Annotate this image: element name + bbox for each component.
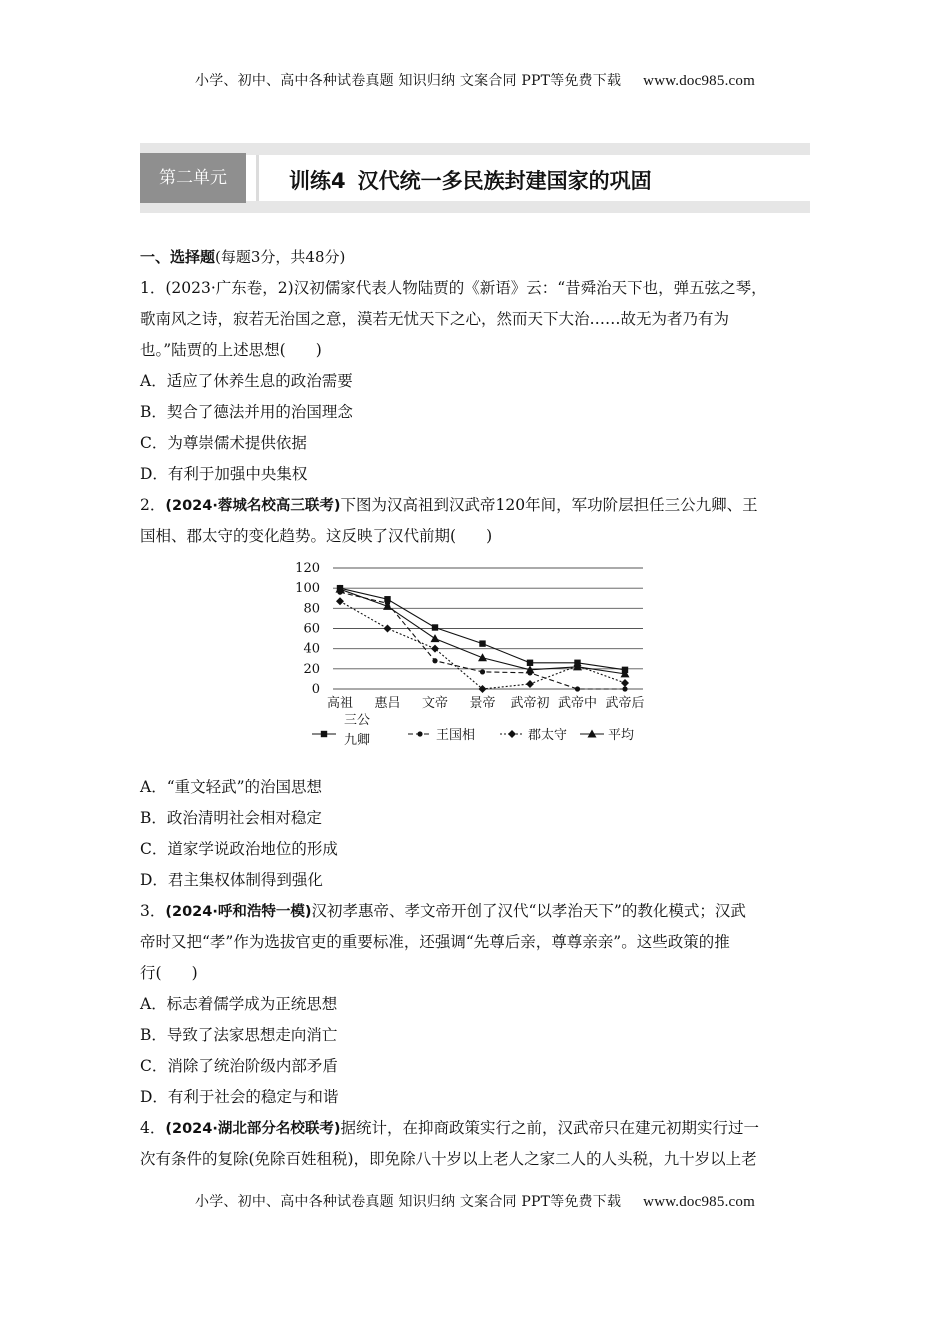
question-stem: 下图为汉高祖到汉武帝120年间，军功阶层担任三公九卿、王 xyxy=(340,496,758,514)
option-d: D．有利于加强中央集权 xyxy=(140,465,308,483)
data-point xyxy=(336,597,344,605)
question-stem: 国相、郡太守的变化趋势。这反映了汉代前期( xyxy=(140,527,457,545)
x-tick-label: 武帝初 xyxy=(510,696,550,711)
option-a: A．“重文轻武”的治国思想 xyxy=(140,778,323,796)
question-4-line-1 xyxy=(140,1113,810,1144)
x-tick-label: 景帝 xyxy=(469,696,496,711)
question-stem: 行( xyxy=(140,964,162,982)
footer-text: 小学、初中、高中各种试卷真题 知识归纳 文案合同 PPT等免费下载 xyxy=(195,1194,622,1210)
y-tick-label: 120 xyxy=(295,561,320,576)
data-point xyxy=(622,686,627,691)
data-point xyxy=(431,645,439,653)
page-footer xyxy=(0,1191,950,1211)
question-number: 1． xyxy=(140,279,166,297)
data-point xyxy=(383,602,392,610)
question-stem: 也。”陆贾的上述思想( xyxy=(140,341,286,359)
header-text: 小学、初中、高中各种试卷真题 知识归纳 文案合同 PPT等免费下载 xyxy=(195,73,622,89)
question-source: (2023·广东卷，2) xyxy=(165,279,294,297)
option-b: B．政治清明社会相对稳定 xyxy=(140,809,322,827)
legend-marker xyxy=(321,731,327,737)
option-c: C．为尊崇儒术提供依据 xyxy=(140,434,307,452)
question-paren: ) xyxy=(191,964,198,982)
question-stem: 汉初孝惠帝、孝文帝开创了汉代“以孝治天下”的教化模式；汉武 xyxy=(311,902,746,920)
data-point xyxy=(480,669,485,674)
data-point xyxy=(621,679,629,687)
x-tick-label: 高祖 xyxy=(326,696,354,711)
y-tick-label: 40 xyxy=(303,641,320,657)
x-tick-label: 武帝中 xyxy=(557,696,598,711)
chart-svg xyxy=(140,552,810,772)
question-4-line-2: 次有条件的复除(免除百姓租税)，即免除八十岁以上老人之家二人的人头税，九十岁以上老 xyxy=(140,1150,757,1168)
page-title xyxy=(289,165,652,195)
question-source: (2024·呼和浩特一模) xyxy=(165,904,312,920)
option-c: C．道家学说政治地位的形成 xyxy=(140,840,338,858)
legend-label: 平均 xyxy=(608,728,635,743)
footer-url[interactable]: www.doc985.com xyxy=(643,1194,755,1210)
section-note: (每题3分，共48分) xyxy=(215,248,346,266)
data-point xyxy=(431,634,440,642)
data-point xyxy=(526,680,534,688)
option-b: B．契合了德法并用的治国理念 xyxy=(140,403,353,421)
unit-label: 第二单元 xyxy=(140,153,246,203)
y-tick-label: 80 xyxy=(303,601,320,617)
option-a: A．标志着儒学成为正统思想 xyxy=(140,995,338,1013)
question-content xyxy=(140,242,810,1175)
legend-label: 郡太守 xyxy=(528,728,568,743)
question-source: (2024·湖北部分名校联考) xyxy=(165,1121,341,1137)
x-tick-label: 惠吕 xyxy=(374,696,401,711)
y-tick-label: 100 xyxy=(295,581,320,597)
title-box xyxy=(256,155,810,201)
y-tick-label: 60 xyxy=(303,621,320,637)
legend-marker xyxy=(508,730,516,738)
line-chart xyxy=(140,552,810,772)
option-d: D．君主集权体制得到强化 xyxy=(140,871,323,889)
data-point xyxy=(384,625,392,633)
data-point xyxy=(478,653,487,661)
question-number: 2． xyxy=(140,496,166,514)
question-2-line-2 xyxy=(140,521,810,552)
option-d: D．有利于社会的稳定与和谐 xyxy=(140,1088,339,1106)
question-number: 4． xyxy=(140,1119,166,1137)
section-title: 一、选择题 xyxy=(140,248,216,266)
x-tick-label: 文帝 xyxy=(421,696,449,711)
legend-label: 三公 xyxy=(344,713,371,728)
question-source: (2024·蓉城名校高三联考) xyxy=(165,498,341,514)
legend-marker xyxy=(417,731,422,736)
option-c: C．消除了统治阶级内部矛盾 xyxy=(140,1057,338,1075)
section-heading xyxy=(140,242,810,273)
question-3-line-1 xyxy=(140,896,810,927)
question-number: 3． xyxy=(140,902,166,920)
legend-label: 王国相 xyxy=(436,728,476,743)
training-number: 训练4 xyxy=(289,169,346,193)
option-b: B．导致了法家思想走向消亡 xyxy=(140,1026,338,1044)
question-3-line-3 xyxy=(140,958,810,989)
question-3-line-2: 帝时又把“孝”作为选拔官吏的重要标准，还强调“先尊后亲，尊尊亲亲”。这些政策的推 xyxy=(140,933,730,951)
page-header xyxy=(0,70,950,90)
question-stem: 汉初儒家代表人物陆贾的《新语》云：“昔舜治天下也，弹五弦之琴， xyxy=(293,279,767,297)
unit-banner xyxy=(140,143,810,213)
data-point xyxy=(575,686,580,691)
question-paren: ) xyxy=(315,341,322,359)
question-1-line-3 xyxy=(140,335,810,366)
data-point xyxy=(479,640,485,646)
y-tick-label: 20 xyxy=(303,661,320,677)
legend-label: 九卿 xyxy=(344,733,371,748)
x-tick-label: 武帝后 xyxy=(605,696,645,711)
question-stem: 据统计，在抑商政策实行之前，汉武帝只在建元初期实行过一 xyxy=(340,1119,760,1137)
data-point xyxy=(432,624,438,630)
question-paren: ) xyxy=(486,527,493,545)
header-url[interactable]: www.doc985.com xyxy=(643,73,755,89)
question-2-line-1 xyxy=(140,490,810,521)
y-tick-label: 0 xyxy=(311,682,320,697)
question-1-line-2: 歌南风之诗，寂若无治国之意，漠若无忧天下之心，然而天下大治……故无为者乃有为 xyxy=(140,310,730,328)
data-point xyxy=(527,660,533,666)
training-title: 汉代统一多民族封建国家的巩固 xyxy=(357,169,652,193)
question-1-line-1 xyxy=(140,273,810,304)
option-a: A．适应了休养生息的政治需要 xyxy=(140,372,353,390)
data-point xyxy=(432,658,437,663)
